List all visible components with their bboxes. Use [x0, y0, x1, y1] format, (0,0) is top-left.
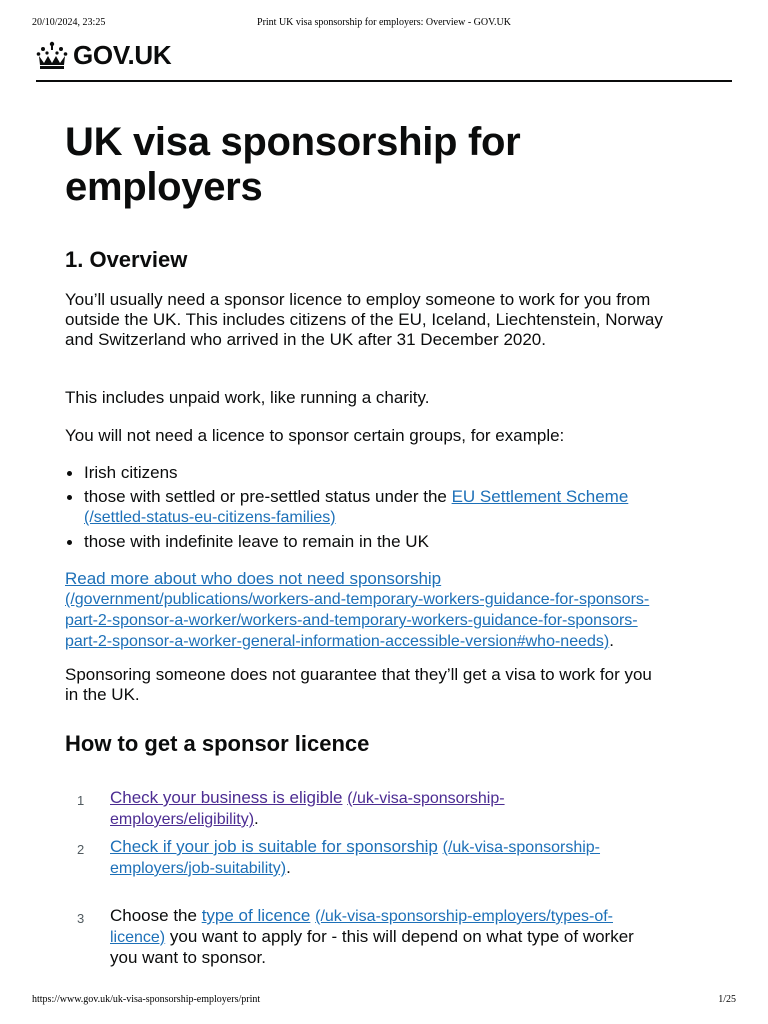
overview-paragraph-5: Sponsoring someone does not guarantee that they’ll get a visa to work for you in the UK. — [65, 665, 652, 704]
read-more-paragraph — [65, 569, 665, 652]
read-more-end: . — [609, 631, 614, 650]
step-end: . — [254, 809, 259, 828]
read-more-url[interactable]: (/government/publications/workers-and-temporary-workers-guidance-for-sponsors-part-2-sponsor-a-worker/workers-and-temporary-workers-guidance-for-sponsors-part-2-sponsor-a-worker-general-information-accessible-version#who-needs) — [65, 591, 650, 650]
crown-icon — [36, 41, 68, 71]
step-number: 1 — [77, 793, 85, 808]
type-of-licence-url[interactable]: (/uk-visa-sponsorship-employers/types-of-licence) — [110, 908, 613, 946]
step-number: 2 — [77, 842, 85, 857]
eu-settlement-scheme-url[interactable]: (/settled-status-eu-citizens-families) — [84, 509, 336, 526]
step-post-text: you want to apply for - this will depend on what type of worker you want to sponsor. — [110, 927, 634, 967]
section-heading-how-to: How to get a sponsor licence — [65, 731, 370, 756]
check-eligible-url[interactable]: (/uk-visa-sponsorship-employers/eligibility) — [110, 790, 505, 828]
overview-paragraph-3: You will not need a licence to sponsor certain groups, for example: — [65, 426, 565, 445]
step-text — [110, 837, 635, 879]
main-content — [65, 120, 675, 967]
print-url: https://www.gov.uk/uk-visa-sponsorship-employers/print — [32, 994, 261, 1005]
section-heading-overview: 1. Overview — [65, 247, 188, 272]
page-title: UK visa sponsorship for employers — [65, 120, 521, 209]
overview-paragraph-2: This includes unpaid work, like running a charity. — [65, 388, 430, 407]
step-pre-text: Choose the — [110, 906, 202, 925]
govuk-header — [36, 40, 732, 82]
job-suitability-link[interactable]: Check if your job is suitable for sponsorship — [110, 837, 438, 856]
job-suitability-url[interactable]: (/uk-visa-sponsorship-employers/job-suitability) — [110, 839, 601, 877]
list-item — [65, 463, 675, 483]
print-page-number: 1/25 — [718, 994, 736, 1005]
print-footer — [32, 994, 736, 1008]
step-text — [110, 906, 635, 968]
step-number: 3 — [77, 911, 85, 926]
exempt-groups-list — [65, 463, 675, 556]
govuk-logotype[interactable]: GOV.UK — [73, 40, 172, 70]
list-item-text: those with settled or pre-settled status under the — [84, 487, 452, 506]
list-item — [65, 532, 675, 552]
print-header — [32, 17, 736, 31]
type-of-licence-link[interactable]: type of licence — [201, 906, 311, 925]
eu-settlement-scheme-link[interactable]: EU Settlement Scheme — [451, 487, 629, 506]
list-item — [65, 487, 675, 528]
read-more-link[interactable]: Read more about who does not need sponsorship — [65, 569, 442, 588]
step-text — [110, 788, 635, 830]
list-item-text: Irish citizens — [84, 463, 178, 482]
check-eligible-link[interactable]: Check your business is eligible — [110, 788, 343, 807]
step-end: . — [286, 858, 291, 877]
print-doc-title: Print UK visa sponsorship for employers: Overview - GOV.UK — [257, 17, 511, 28]
print-datetime: 20/10/2024, 23:25 — [32, 17, 106, 28]
list-item-text: those with indefinite leave to remain in the UK — [84, 532, 429, 551]
overview-paragraph-1: You’ll usually need a sponsor licence to employ someone to work for you from outside the UK. This includes citizens of the EU, Iceland, Liechtenstein, Norway and Switzerland who arrived in the UK after 31 December 2020. — [65, 290, 663, 349]
